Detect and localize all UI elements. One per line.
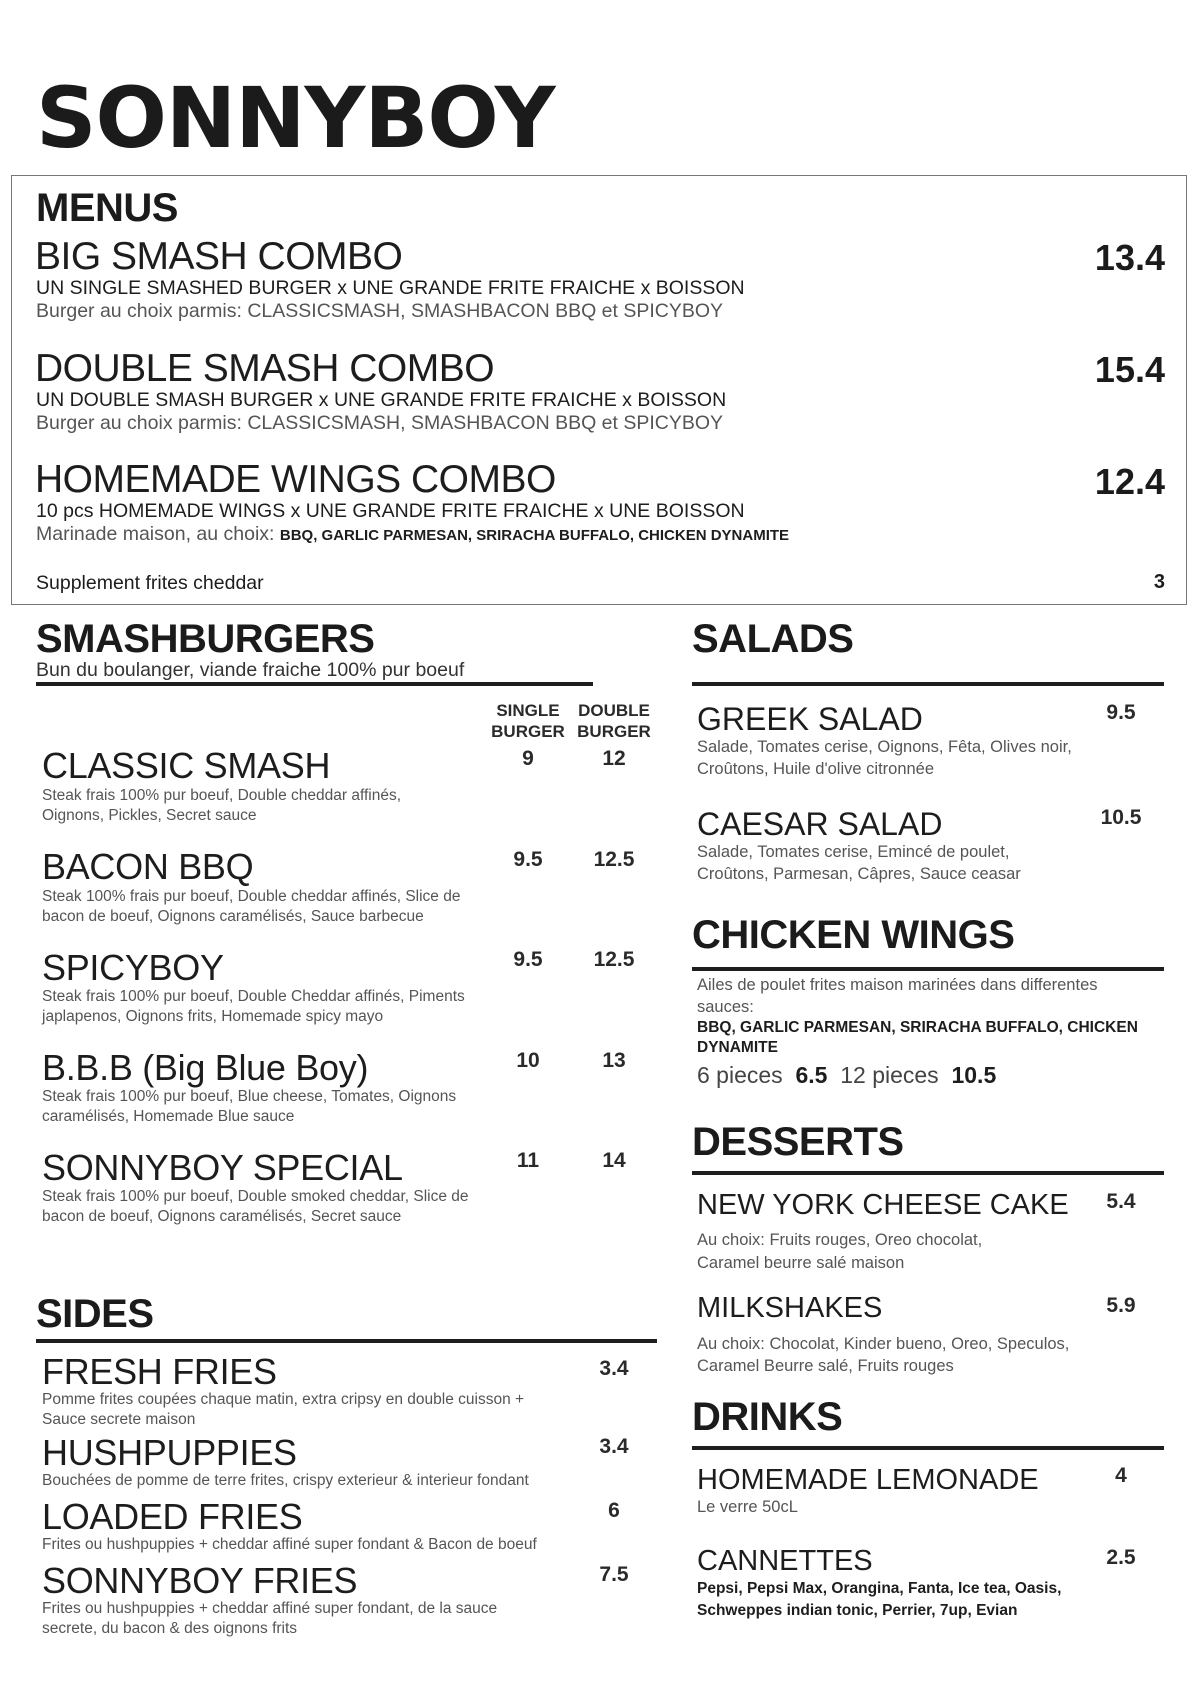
item-name: SONNYBOY SPECIAL bbox=[42, 1147, 403, 1188]
option-price: 6.5 bbox=[795, 1062, 828, 1088]
smashburgers-subtitle: Bun du boulanger, viande fraiche 100% pur boeuf bbox=[36, 659, 465, 681]
item-name: B.B.B (Big Blue Boy) bbox=[42, 1047, 369, 1088]
item-description: Pepsi, Pepsi Max, Orangina, Fanta, Ice tea, Oasis, Schweppes indian tonic, Perrier, 7up, Evian bbox=[697, 1580, 1062, 1619]
item-price: 2.5 bbox=[1106, 1546, 1136, 1569]
price-single: 9.5 bbox=[513, 948, 543, 971]
combo-price: 12.4 bbox=[1094, 461, 1165, 502]
combo-choice bbox=[36, 523, 789, 547]
col-header-text: BURGER bbox=[577, 722, 651, 741]
item-price: 5.4 bbox=[1106, 1190, 1136, 1213]
section-divider bbox=[692, 1446, 1164, 1450]
price-single: 9.5 bbox=[513, 848, 543, 871]
combo-name: DOUBLE SMASH COMBO bbox=[35, 347, 495, 390]
price-double: 12 bbox=[602, 747, 626, 770]
wings-sauces: BBQ, GARLIC PARMESAN, SRIRACHA BUFFALO, CHICKEN DYNAMITE bbox=[697, 1019, 1138, 1056]
supplement-price: 3 bbox=[1153, 571, 1165, 593]
item-name: SONNYBOY FRIES bbox=[42, 1560, 358, 1601]
brand-title: SONNYBOY bbox=[36, 69, 555, 167]
item-description: Au choix: Chocolat, Kinder bueno, Oreo, Speculos, Caramel Beurre salé, Fruits rouges bbox=[697, 1335, 1070, 1375]
wings-description: Ailes de poulet frites maison marinées dans differentes sauces: bbox=[697, 976, 1098, 1016]
section-title-chicken-wings: CHICKEN WINGS bbox=[692, 913, 1015, 957]
price-single: 10 bbox=[516, 1049, 540, 1072]
item-description: Bouchées de pomme de terre frites, crispy exterieur & interieur fondant bbox=[42, 1472, 529, 1489]
combo-choice-text: Burger au choix parmis: CLASSICSMASH, SMASHBACON BBQ et SPICYBOY bbox=[36, 412, 724, 434]
item-description: Steak frais 100% pur boeuf, Double cheddar affinés, Oignons, Pickles, Secret sauce bbox=[42, 787, 402, 824]
item-name: BACON BBQ bbox=[42, 846, 254, 887]
item-name: HOMEMADE LEMONADE bbox=[697, 1464, 1039, 1496]
item-description: Salade, Tomates cerise, Oignons, Fêta, Olives noir, Croûtons, Huile d'olive citronnée bbox=[697, 738, 1072, 778]
col-header-text: SINGLE bbox=[496, 701, 560, 720]
item-name: CAESAR SALAD bbox=[697, 806, 943, 842]
price-double: 12.5 bbox=[593, 948, 635, 971]
item-description: Le verre 50cL bbox=[697, 1498, 798, 1516]
section-title-menus: MENUS bbox=[36, 186, 178, 230]
col-header-single bbox=[488, 700, 568, 742]
item-price: 10.5 bbox=[1100, 806, 1142, 829]
item-description: Frites ou hushpuppies + cheddar affiné super fondant & Bacon de boeuf bbox=[42, 1536, 537, 1553]
item-description: Frites ou hushpuppies + cheddar affiné super fondant, de la sauce secrete, du bacon & des oignons frits bbox=[42, 1600, 498, 1637]
price-single: 9 bbox=[522, 747, 534, 770]
item-description: Au choix: Fruits rouges, Oreo chocolat, Caramel beurre salé maison bbox=[697, 1231, 983, 1272]
supplement-label: Supplement frites cheddar bbox=[36, 572, 264, 594]
section-divider bbox=[692, 967, 1164, 971]
combo-price: 13.4 bbox=[1094, 237, 1165, 278]
section-divider bbox=[692, 682, 1164, 686]
item-price: 9.5 bbox=[1106, 701, 1136, 724]
section-divider bbox=[692, 1171, 1164, 1175]
item-description: Salade, Tomates cerise, Emincé de poulet, Croûtons, Parmesan, Câpres, Sauce ceasar bbox=[697, 843, 1021, 883]
item-description: Pomme frites coupées chaque matin, extra cripsy en double cuisson + Sauce secrete maison bbox=[42, 1391, 525, 1428]
option-label: 6 pieces bbox=[697, 1062, 783, 1088]
section-title-salads: SALADS bbox=[692, 617, 854, 661]
item-name: GREEK SALAD bbox=[697, 701, 923, 737]
col-header-text: BURGER bbox=[491, 722, 565, 741]
col-header-text: DOUBLE bbox=[578, 701, 650, 720]
price-double: 14 bbox=[602, 1149, 626, 1172]
section-divider bbox=[36, 682, 593, 686]
item-name: LOADED FRIES bbox=[42, 1496, 303, 1537]
item-name: FRESH FRIES bbox=[42, 1351, 277, 1392]
combo-choice-bold: BBQ, GARLIC PARMESAN, SRIRACHA BUFFALO, CHICKEN DYNAMITE bbox=[279, 527, 790, 544]
item-price: 4 bbox=[1115, 1464, 1127, 1487]
item-name: CANNETTES bbox=[697, 1545, 873, 1577]
combo-name: BIG SMASH COMBO bbox=[35, 235, 403, 278]
item-description: Steak frais 100% pur boeuf, Blue cheese, Tomates, Oignons caramélisés, Homemade Blue sauce bbox=[42, 1088, 457, 1125]
section-title-drinks: DRINKS bbox=[692, 1395, 843, 1439]
item-name: CLASSIC SMASH bbox=[42, 745, 331, 786]
item-name: NEW YORK CHEESE CAKE bbox=[697, 1189, 1069, 1221]
price-double: 12.5 bbox=[593, 848, 635, 871]
price-double: 13 bbox=[602, 1049, 626, 1072]
combo-choice bbox=[36, 412, 723, 436]
combo-name: HOMEMADE WINGS COMBO bbox=[35, 458, 556, 501]
item-name: HUSHPUPPIES bbox=[42, 1432, 297, 1473]
option-label: 12 pieces bbox=[840, 1062, 939, 1088]
item-name: SPICYBOY bbox=[42, 947, 224, 988]
combo-contents: UN DOUBLE SMASH BURGER x UNE GRANDE FRITE FRAICHE x BOISSON bbox=[36, 389, 727, 411]
col-header-double bbox=[574, 700, 654, 742]
item-price: 7.5 bbox=[599, 1563, 629, 1586]
combo-choice bbox=[36, 300, 723, 324]
combo-contents: UN SINGLE SMASHED BURGER x UNE GRANDE FRITE FRAICHE x BOISSON bbox=[36, 277, 745, 299]
combo-contents: 10 pcs HOMEMADE WINGS x UNE GRANDE FRITE FRAICHE x UNE BOISSON bbox=[36, 500, 745, 522]
price-single: 11 bbox=[516, 1149, 540, 1172]
section-divider bbox=[36, 1339, 657, 1343]
item-price: 5.9 bbox=[1106, 1294, 1136, 1317]
item-description: Steak frais 100% pur boeuf, Double smoked cheddar, Slice de bacon de boeuf, Oignons caramélisés, Secret sauce bbox=[42, 1188, 469, 1225]
item-price: 3.4 bbox=[599, 1357, 629, 1380]
item-name: MILKSHAKES bbox=[697, 1292, 883, 1324]
item-price: 3.4 bbox=[599, 1435, 629, 1458]
combo-choice-text: Burger au choix parmis: CLASSICSMASH, SMASHBACON BBQ et SPICYBOY bbox=[36, 300, 724, 322]
item-description: Steak 100% frais pur boeuf, Double cheddar affinés, Slice de bacon de boeuf, Oignons caramélisés, Sauce barbecue bbox=[42, 888, 461, 925]
combo-price: 15.4 bbox=[1094, 349, 1165, 390]
option-price: 10.5 bbox=[951, 1062, 997, 1088]
item-price: 6 bbox=[608, 1499, 620, 1522]
section-title-sides: SIDES bbox=[36, 1292, 154, 1336]
item-description: Steak frais 100% pur boeuf, Double Cheddar affinés, Piments japlapenos, Oignons frits, Homemade spicy mayo bbox=[42, 988, 465, 1025]
section-title-smashburgers: SMASHBURGERS bbox=[36, 617, 375, 661]
combo-choice-text: Marinade maison, au choix: bbox=[36, 523, 280, 545]
wings-price-options bbox=[697, 1061, 996, 1089]
section-title-desserts: DESSERTS bbox=[692, 1120, 904, 1164]
